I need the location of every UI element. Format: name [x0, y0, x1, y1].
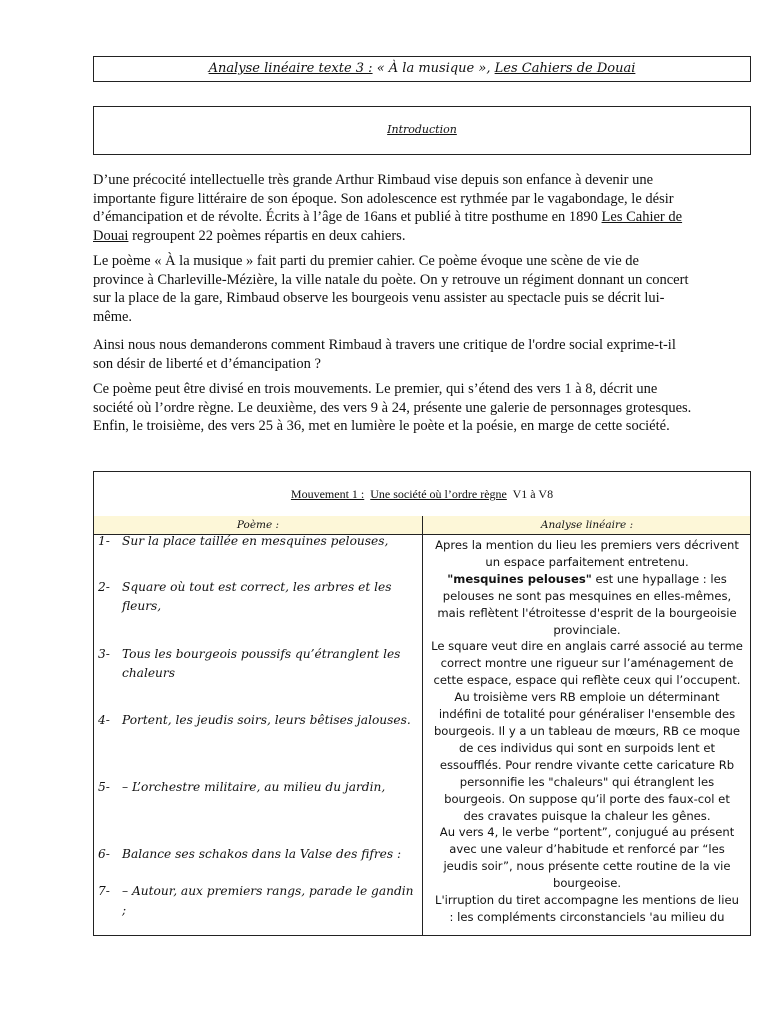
poem-verse: [98, 845, 417, 864]
verse-number: 4-: [98, 713, 110, 727]
analysis-line: un espace parfaitement entretenu.: [485, 554, 689, 569]
poem-verse: [98, 711, 417, 730]
verse-text: Sur la place taillée en mesquines pelouses,: [122, 534, 389, 548]
verse-text: Balance ses schakos dans la Valse des fifres :: [122, 847, 402, 861]
verse-text: Square où tout est correct, les arbres et les fleurs,: [122, 580, 392, 613]
analysis-line: L'irruption du tiret accompagne les mentions de lieu: [435, 893, 739, 908]
analysis-line: : les compléments circonstanciels 'au milieu du: [449, 909, 725, 924]
verse-number: 7-: [98, 884, 110, 898]
analysis-line: personnifie les "chaleurs" qui étranglent les: [459, 774, 715, 789]
movement-heading: [94, 472, 750, 517]
title-work: « À la musique »,: [376, 61, 491, 76]
analysis-line: bourgeois. On suppose qu’il porte des faux-col et: [444, 791, 730, 806]
analysis-column: [424, 534, 750, 926]
paragraph-3: Ainsi nous nous demanderons comment Rimbaud à travers une critique de l'ordre social exprime-t-il son désir de liberté et d’émancipation ?: [93, 337, 676, 372]
analysis-line: provinciale.: [553, 622, 621, 637]
movement-range: V1 à V8: [512, 487, 554, 501]
quoted-term: "mesquines pelouses": [447, 571, 592, 586]
verse-number: 3-: [98, 647, 110, 661]
paragraph-4: Ce poème peut être divisé en trois mouvements. Le premier, qui s’étend des vers 1 à 8, décrit une société où l’ordre règne. Le deuxième, des vers 9 à 24, présente une galerie de personnages grotesques. Enfin, le troisième, des vers 25 à 36, met en lumière le poète et la poésie, en marge de cette société.: [93, 381, 692, 435]
verse-text: – L’orchestre militaire, au milieu du jardin,: [122, 780, 386, 794]
title-collection: Les Cahiers de Douai: [494, 61, 636, 76]
analysis-line: cette espace, espace qui reflète ceux qui l’occupent.: [433, 673, 741, 688]
analysis-line: bourgeoise.: [552, 876, 622, 891]
poem-verse: [98, 532, 417, 551]
paragraph-text: D’une précocité intellectuelle très grande Arthur Rimbaud vise depuis son enfance à devenir une importante figure littéraire de son époque. Son adolescence est rythmée par le vagabondage, le désir d’émancipation et de révolte. Écrits à l’âge de 16ans et publié à titre posthume en 1890: [93, 172, 674, 226]
analysis-line: Au vers 4, le verbe “portent”, conjugué au présent: [439, 825, 735, 840]
analysis-line: avec une valeur d’habitude et renforcé par “les: [449, 842, 725, 857]
analysis-line: Le square veut dire en anglais carré associé au terme: [431, 639, 743, 654]
header-poeme: Poème :: [236, 519, 280, 531]
poem-verse: [98, 778, 417, 797]
analysis-line: Au troisième vers RB emploie un déterminant: [454, 690, 720, 705]
analysis-line: de ces individus qui sont en surpoids lent et: [458, 740, 716, 755]
paragraph-2: Le poème « À la musique » fait parti du premier cahier. Ce poème évoque une scène de vie de province à Charleville-Mézière, la ville natale du poète. On y retrouve un régiment donnant un concert sur la place de la gare, Rimbaud observe les bourgeois venu assister au spectacle puis se décrit lui-même.: [93, 253, 689, 325]
poem-verse: [98, 882, 417, 920]
movement-label: Mouvement 1 :: [290, 487, 365, 501]
movement-title: Une société où l’ordre règne: [370, 487, 507, 501]
verse-number: 6-: [98, 847, 110, 861]
analysis-table: [93, 471, 751, 936]
analysis-line: correct montre une rigueur sur l’aménagement de: [440, 656, 734, 671]
verse-text: – Autour, aux premiers rangs, parade le gandin ;: [122, 884, 414, 917]
analysis-line: "mesquines pelouses" est une hypallage : les: [447, 571, 727, 586]
introduction-heading: Introduction: [387, 123, 457, 136]
analysis-line: jeudis soir”, nous présente cette routine de la vie: [443, 859, 731, 874]
introduction-heading-box: [93, 106, 751, 155]
verse-number: 2-: [98, 580, 110, 594]
verse-text: Portent, les jeudis soirs, leurs bêtises jalouses.: [122, 713, 411, 727]
title-prefix: Analyse linéaire texte 3 :: [208, 61, 373, 76]
analysis-line: des cravates puisque la chaleur les gênes.: [463, 808, 711, 823]
poem-verse: [98, 645, 417, 683]
verse-number: 1-: [98, 534, 110, 548]
analysis-line: essoufflés. Pour rendre vivante cette caricature Rb: [439, 757, 735, 772]
header-analyse: Analyse linéaire :: [540, 519, 634, 531]
verse-number: 5-: [98, 780, 110, 794]
analysis-line: indéfini de totalité pour généraliser l'ensemble des: [438, 707, 736, 722]
paragraph-1: [93, 171, 693, 245]
paragraph-text: regroupent 22 poèmes répartis en deux cahiers.: [128, 227, 406, 244]
verse-text: Tous les bourgeois poussifs qu’étranglent les chaleurs: [122, 647, 401, 680]
analysis-line: pelouses ne sont pas mesquines en elles-mêmes,: [442, 588, 732, 603]
analysis-line: mais reflètent l'étroitesse d'esprit de la bourgeoisie: [437, 605, 737, 620]
document-title: [93, 56, 751, 82]
collection-title: Les Cahier de Douai: [93, 209, 683, 244]
column-divider: [422, 516, 423, 936]
poem-verse: [98, 578, 417, 616]
analysis-line: bourgeois. Il y a un tableau de mœurs, RB ce moque: [433, 723, 741, 738]
analysis-line: Apres la mention du lieu les premiers vers décrivent: [435, 538, 739, 552]
